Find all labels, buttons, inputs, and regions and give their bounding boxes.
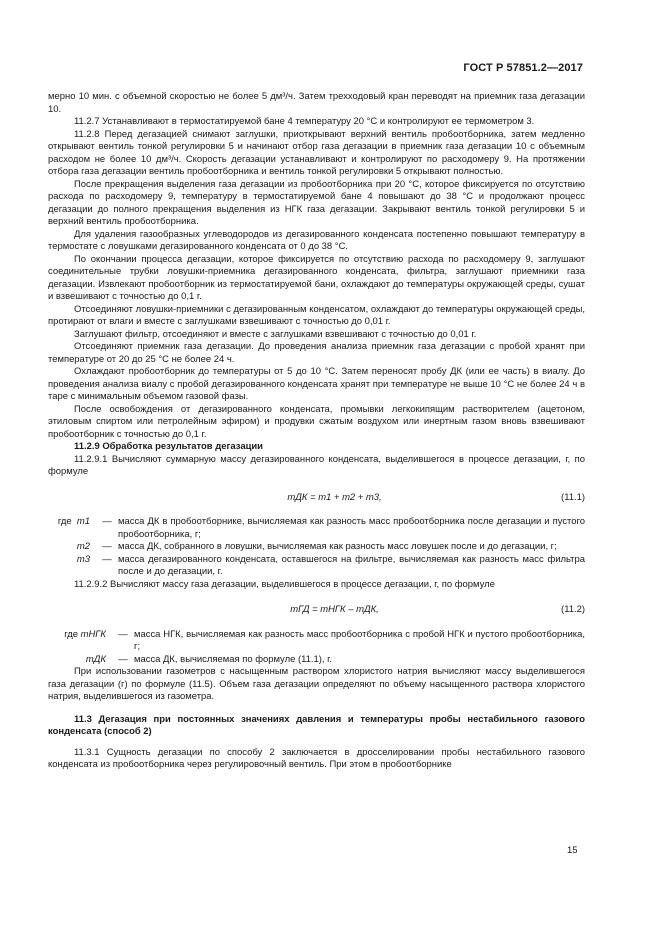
paragraph: 11.2.8 Перед дегазацией снимают заглушки, приоткрывают верхний вентиль пробоотборника, затем медленно открывают вентиль тонкой регулировки 5 и начинают отбор газа дегазации в приемник газа дегазации 10 с объемным расходом не более 10 дм³/ч. Скорость дегазации устанавливают и контролируют по расходомеру 9. На протяжении отбора газа дегазации вентиль пробоотборника и вентиль тонкой регулировки 5 открывают полностью. bbox=[48, 128, 585, 177]
definition-text: масса ДК, вычисляемая по формуле (11.1), г. bbox=[134, 653, 333, 665]
definition-text: масса ДК в пробоотборнике, вычисляемая как разность масс пробоотборника после дегазации и пустого пробоотборника, г; bbox=[118, 516, 585, 540]
paragraph: После прекращения выделения газа дегазации из пробоотборника при 20 °C, которое фиксируется по отсутствию расхода по расходомеру 9, температуру в термостатируемой бане 4 повышают до 38 °C и продолжают процесс дегазации до полного прекращения выделения из НГК газа дегазации. Закрывают вентиль тонкой регулировки 5 и верхний вентиль пробоотборника. bbox=[48, 178, 585, 227]
paragraph: 11.3.1 Сущность дегазации по способу 2 заключается в дросселировании пробы нестабильного газового конденсата из пробоотборника через регулировочный вентиль. При этом в пробоотборнике bbox=[48, 746, 585, 770]
standard-header: ГОСТ Р 57851.2—2017 bbox=[463, 62, 583, 74]
definition-symbol: где mНГК bbox=[64, 628, 106, 640]
formula-expression: mДК = m1 + m2 + m3, bbox=[287, 491, 382, 503]
paragraph: 11.2.9.1 Вычисляют суммарную массу дегазированного конденсата, выделившегося в процессе дегазации, г, по формуле bbox=[48, 453, 585, 477]
paragraph: Заглушают фильтр, отсоединяют и вместе с заглушками взвешивают с точностью до 0,01 г. bbox=[74, 328, 477, 340]
definition-symbol: m3 bbox=[76, 553, 90, 565]
paragraph: Охлаждают пробоотборник до температуры от 5 до 10 °C. Затем переносят пробу ДК (или ее часть) в виалу. До проведения анализа виалу с пробой дегазированного конденсата хранят при температуре не выше 10 °C не более 24 ч в таре с минимальным объемом газовой фазы. bbox=[48, 366, 585, 402]
definition-dash: — bbox=[102, 516, 112, 527]
formula-11-1 bbox=[48, 492, 585, 505]
formula-number: (11.2) bbox=[561, 604, 585, 615]
formula-number: (11.1) bbox=[561, 491, 585, 503]
where-label: где bbox=[57, 516, 72, 527]
paragraph: 11.2.7 Устанавливают в термостатируемой бане 4 температуру 20 °C и контролируют ее термометром 3. bbox=[74, 116, 535, 127]
paragraph: При использовании газометров с насыщенным раствором хлористого натрия вычисляют массу выделившегося газа дегазации (г) по формуле (11.5). Объем газа дегазации определяют по объему насыщенного раствора хлористого натрия, выделившегося из газометра. bbox=[48, 666, 585, 702]
definition-symbol: m2 bbox=[76, 541, 90, 552]
page-number: 15 bbox=[567, 845, 578, 856]
paragraph: 11.2.9.2 Вычисляют массу газа дегазации, выделившегося в процессе дегазации, г, по формуле bbox=[74, 578, 495, 590]
definition-text: масса ДК, собранного в ловушки, вычисляемая как разность масс ловушек после и до дегазации, г; bbox=[118, 541, 557, 552]
definition-dash: — bbox=[102, 553, 112, 565]
definition-text: масса НГК, вычисляемая как разность масс пробоотборника с пробой НГК и пустого пробоотборника, г; bbox=[134, 628, 585, 652]
paragraph: Отсоединяют ловушки-приемники с дегазированным конденсатом, охлаждают до температуры окружающей среды, протирают от влаги и вместе с заглушками взвешивают с точностью до 0,01 г. bbox=[48, 303, 585, 327]
formula-11-2 bbox=[48, 604, 585, 617]
definition-dash: — bbox=[118, 628, 128, 640]
definitions-list bbox=[48, 629, 585, 667]
definition-dash: — bbox=[118, 653, 128, 665]
definition-symbol: mДК bbox=[85, 653, 106, 665]
paragraph: По окончании процесса дегазации, которое фиксируется по отсутствию расхода по расходомеру 9, заглушают соединительные трубки ловушки-приемника дегазированного конденсата, фильтра, заглушают приемники газа дегазации. Извлекают пробоотборник из термостатируемой бани, охлаждают до температуры окружающей среды, сушат и взвешивают с точностью до 0,1 г. bbox=[48, 253, 585, 302]
paragraph: мерно 10 мин. с объемной скоростью не более 5 дм³/ч. Затем трехходовый кран переводят на приемник газа дегазации 10. bbox=[48, 91, 585, 115]
definitions-list bbox=[48, 516, 585, 579]
paragraph: Отсоединяют приемник газа дегазации. До проведения анализа приемник газа дегазации с пробой хранят при температуре от 20 до 25 °C не более 24 ч. bbox=[48, 341, 585, 365]
definition-symbol: где m1 bbox=[57, 516, 90, 527]
paragraph: После освобождения от дегазированного конденсата, промывки легкокипящим растворителем (ацетоном, этиловым спиртом или петролейным эфиром) и продувки сжатым воздухом или инертным газом вновь взвешивают пробоотборник с точностью до 0,1 г. bbox=[48, 403, 585, 440]
body-text bbox=[48, 91, 585, 772]
section-heading: 11.3 Дегазация при постоянных значениях давления и температуры пробы нестабильного газового конденсата (способ 2) bbox=[48, 713, 585, 737]
definition-dash: — bbox=[102, 541, 112, 552]
formula-expression: mГД = mНГК – mДК, bbox=[290, 604, 379, 615]
section-heading: 11.2.9 Обработка результатов дегазации bbox=[74, 441, 263, 452]
definition-text: масса дегазированного конденсата, оставшегося на фильтре, вычисляемая как разность масс фильтра после и до дегазации, г. bbox=[118, 553, 585, 577]
paragraph: Для удаления газообразных углеводородов из дегазированного конденсата постепенно повышают температуру в термостате с ловушками дегазированного конденсата от 0 до 38 °C. bbox=[48, 228, 585, 252]
